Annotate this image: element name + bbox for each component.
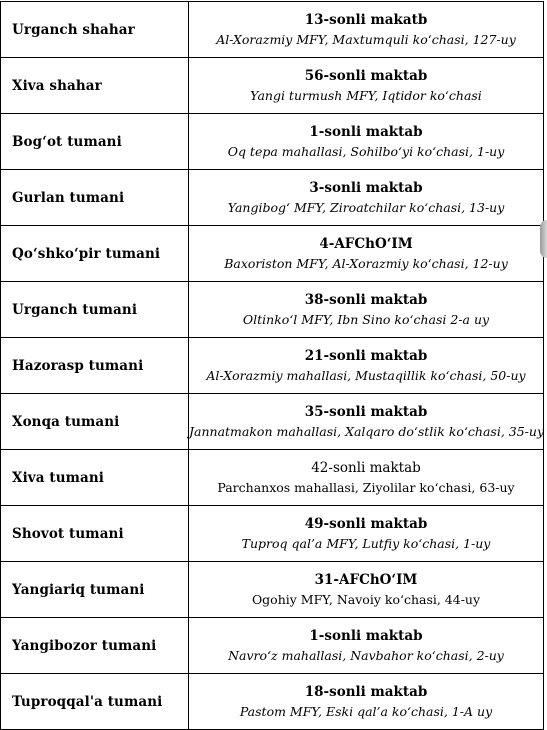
district-cell: Bog‘ot tumani bbox=[1, 114, 189, 170]
table-row bbox=[1, 226, 544, 282]
page-edge-shadow bbox=[540, 220, 547, 258]
school-address: Yangibog‘ MFY, Ziroatchilar ko‘chasi, 13-uy bbox=[227, 199, 505, 215]
district-cell: Qo‘shko‘pir tumani bbox=[1, 226, 189, 282]
school-cell bbox=[189, 450, 544, 506]
table-row bbox=[1, 562, 544, 618]
school-name: 1-sonli maktab bbox=[309, 123, 423, 140]
school-name: 42-sonli maktab bbox=[311, 459, 421, 476]
district-cell: Urganch tumani bbox=[1, 282, 189, 338]
district-cell: Yangiariq tumani bbox=[1, 562, 189, 618]
school-name: 13-sonli makatb bbox=[304, 11, 428, 28]
district-cell: Hazorasp tumani bbox=[1, 338, 189, 394]
table-row bbox=[1, 394, 544, 450]
district-cell: Tuproqqal'a tumani bbox=[1, 674, 189, 730]
school-name: 3-sonli maktab bbox=[309, 179, 423, 196]
school-name: 38-sonli maktab bbox=[304, 291, 428, 308]
school-cell bbox=[189, 394, 544, 450]
table-row bbox=[1, 506, 544, 562]
schools-table-body bbox=[1, 2, 544, 730]
school-name: 56-sonli maktab bbox=[304, 67, 428, 84]
district-cell: Urganch shahar bbox=[1, 2, 189, 58]
school-cell bbox=[189, 170, 544, 226]
school-name: 4-AFChO‘IM bbox=[319, 235, 413, 252]
school-name: 31-AFChO‘IM bbox=[314, 571, 418, 588]
school-address: Pastom MFY, Eski qal’a ko‘chasi, 1-A uy bbox=[239, 703, 493, 719]
school-cell bbox=[189, 674, 544, 730]
school-name: 18-sonli maktab bbox=[304, 683, 428, 700]
table-row bbox=[1, 282, 544, 338]
table-row bbox=[1, 170, 544, 226]
school-cell bbox=[189, 2, 544, 58]
school-cell bbox=[189, 226, 544, 282]
school-address: Baxoriston MFY, Al-Xorazmiy ko‘chasi, 12-uy bbox=[224, 255, 508, 271]
school-address: Parchanxos mahallasi, Ziyolilar ko‘chasi, 63-uy bbox=[217, 479, 515, 495]
school-address: Jannatmakon mahallasi, Xalqaro do‘stlik ko‘chasi, 35-uy bbox=[189, 423, 545, 439]
school-address: Al-Xorazmiy mahallasi, Mustaqillik ko‘chasi, 50-uy bbox=[206, 367, 526, 383]
district-cell: Gurlan tumani bbox=[1, 170, 189, 226]
district-cell: Xiva shahar bbox=[1, 58, 189, 114]
school-address: Al-Xorazmiy MFY, Maxtumquli ko‘chasi, 127-uy bbox=[216, 31, 516, 47]
table-row bbox=[1, 114, 544, 170]
school-name: 35-sonli maktab bbox=[304, 403, 428, 420]
table-row bbox=[1, 58, 544, 114]
table-row bbox=[1, 2, 544, 58]
school-cell bbox=[189, 58, 544, 114]
schools-table bbox=[0, 1, 544, 730]
school-cell bbox=[189, 506, 544, 562]
school-address: Oq tepa mahallasi, Sohilbo‘yi ko‘chasi, 1-uy bbox=[227, 143, 505, 159]
school-name: 21-sonli maktab bbox=[304, 347, 428, 364]
district-cell: Xonqa tumani bbox=[1, 394, 189, 450]
school-address: Navro‘z mahallasi, Navbahor ko‘chasi, 2-uy bbox=[228, 647, 504, 663]
district-cell: Shovot tumani bbox=[1, 506, 189, 562]
school-name: 49-sonli maktab bbox=[304, 515, 428, 532]
table-row bbox=[1, 618, 544, 674]
school-cell bbox=[189, 562, 544, 618]
school-address: Tuproq qal’a MFY, Lutfiy ko‘chasi, 1-uy bbox=[241, 535, 491, 551]
school-address: Ogohiy MFY, Navoiy ko‘chasi, 44-uy bbox=[251, 591, 481, 607]
school-cell bbox=[189, 618, 544, 674]
school-cell bbox=[189, 282, 544, 338]
school-cell bbox=[189, 114, 544, 170]
school-address: Oltinko‘l MFY, Ibn Sino ko‘chasi 2-a uy bbox=[242, 311, 490, 327]
school-name: 1-sonli maktab bbox=[309, 627, 423, 644]
table-row bbox=[1, 674, 544, 730]
table-row bbox=[1, 338, 544, 394]
district-cell: Xiva tumani bbox=[1, 450, 189, 506]
school-address: Yangi turmush MFY, Iqtidor ko‘chasi bbox=[250, 87, 482, 103]
table-row bbox=[1, 450, 544, 506]
school-cell bbox=[189, 338, 544, 394]
district-cell: Yangibozor tumani bbox=[1, 618, 189, 674]
